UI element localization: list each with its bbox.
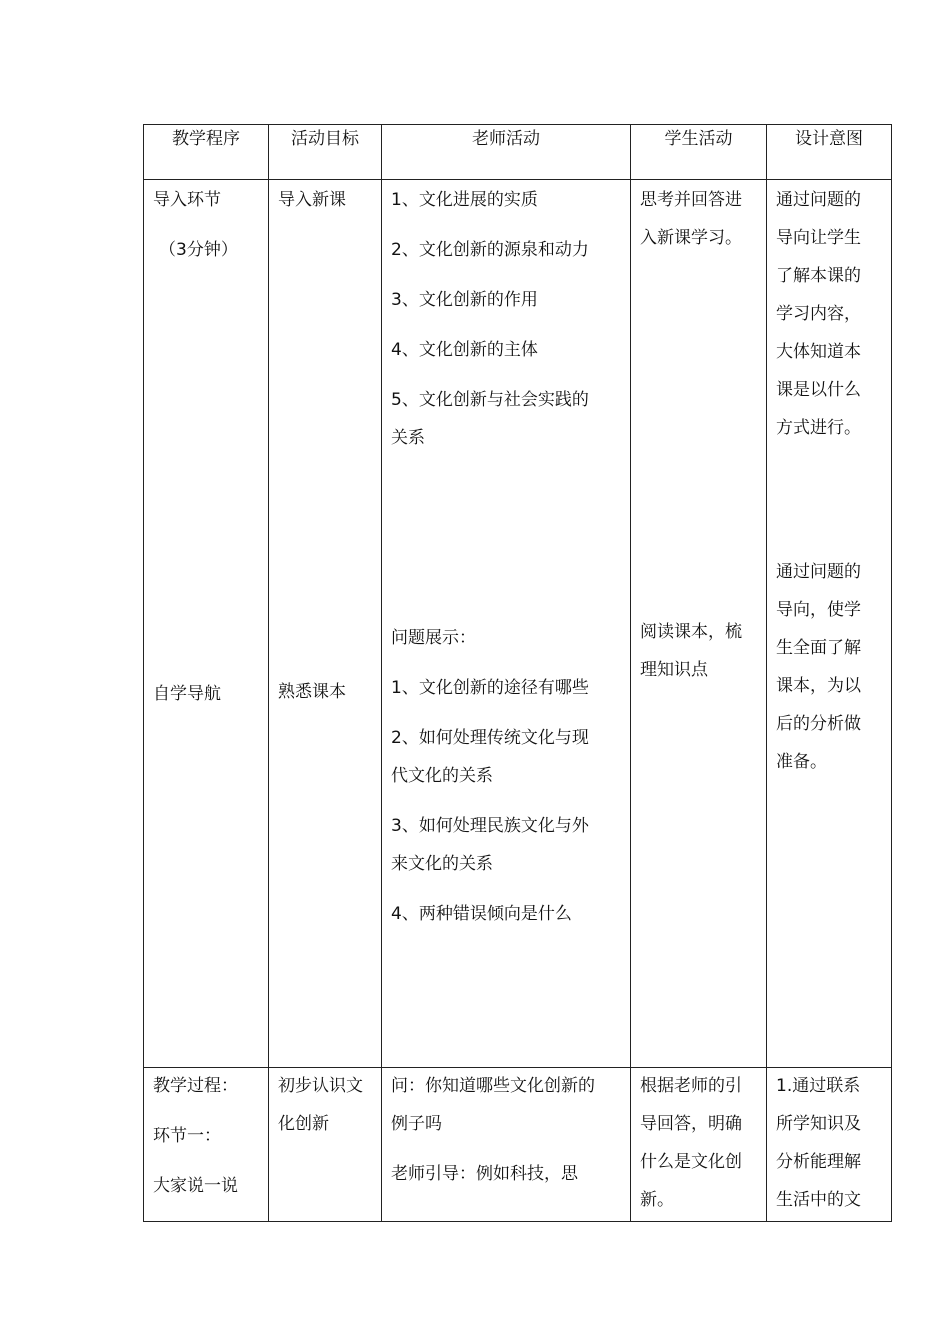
procedure-label: 教学过程： (153, 1076, 238, 1096)
intent-text: 大体知道本 (776, 342, 861, 362)
intent-text: 课本，为以 (776, 676, 861, 696)
lesson-plan-table (143, 124, 892, 1222)
header-teacher: 老师活动 (382, 125, 631, 180)
procedure-label: 自学导航 (153, 684, 221, 704)
intent-text: 课是以什么 (776, 380, 861, 400)
table-row (144, 180, 892, 1068)
intent-text: 分析能理解 (776, 1152, 861, 1172)
list-item: 问：你知道哪些文化创新的 (391, 1076, 595, 1096)
student-text: 思考并回答进 (640, 190, 742, 210)
teacher-cell (382, 180, 631, 1068)
table-row (144, 1068, 892, 1222)
intent-cell (767, 180, 892, 1068)
list-item: 3、文化创新的作用 (391, 290, 538, 310)
header-intent: 设计意图 (767, 125, 892, 180)
list-item: 1、文化创新的途径有哪些 (391, 678, 589, 698)
intent-text: 后的分析做 (776, 714, 861, 734)
question-heading: 问题展示： (391, 628, 476, 648)
goal-cell (269, 1068, 382, 1222)
intent-text: 所学知识及 (776, 1114, 861, 1134)
intent-text: 通过问题的 (776, 562, 861, 582)
student-text: 入新课学习。 (640, 228, 742, 248)
list-item: 代文化的关系 (391, 766, 493, 786)
goal-cell (269, 180, 382, 1068)
intent-text: 准备。 (776, 752, 827, 772)
goal-label: 导入新课 (278, 190, 346, 210)
intent-text: 方式进行。 (776, 418, 861, 438)
list-item: 2、文化创新的源泉和动力 (391, 240, 589, 260)
intent-text: 生全面了解 (776, 638, 861, 658)
list-item: 来文化的关系 (391, 854, 493, 874)
list-item: 老师引导：例如科技，思 (391, 1164, 578, 1184)
student-text: 什么是文化创 (640, 1152, 742, 1172)
intent-text: 通过问题的 (776, 190, 861, 210)
header-procedure: 教学程序 (144, 125, 269, 180)
student-text: 根据老师的引 (640, 1076, 742, 1096)
list-item: 关系 (391, 428, 425, 448)
intent-text: 导向，使学 (776, 600, 861, 620)
header-goal: 活动目标 (269, 125, 382, 180)
intent-text: 生活中的文 (776, 1190, 861, 1210)
list-item: 4、文化创新的主体 (391, 340, 538, 360)
intent-cell (767, 1068, 892, 1222)
procedure-cell (144, 180, 269, 1068)
student-cell (631, 1068, 767, 1222)
student-cell (631, 180, 767, 1068)
duration-label: （3分钟） (159, 240, 238, 260)
header-row (144, 125, 892, 180)
procedure-label: 大家说一说 (153, 1176, 238, 1196)
procedure-label: 导入环节 (153, 190, 221, 210)
list-item: 1、文化进展的实质 (391, 190, 538, 210)
student-text: 理知识点 (640, 660, 708, 680)
teacher-cell (382, 1068, 631, 1222)
list-item: 3、如何处理民族文化与外 (391, 816, 589, 836)
list-item: 例子吗 (391, 1114, 442, 1134)
intent-text: 学习内容， (776, 304, 861, 324)
header-student: 学生活动 (631, 125, 767, 180)
intent-text: 导向让学生 (776, 228, 861, 248)
goal-label: 初步认识文 (278, 1076, 363, 1096)
student-text: 阅读课本，梳 (640, 622, 742, 642)
intent-text: 了解本课的 (776, 266, 861, 286)
procedure-label: 环节一： (153, 1126, 221, 1146)
procedure-cell (144, 1068, 269, 1222)
intent-text: 1.通过联系 (776, 1076, 861, 1096)
student-text: 导回答，明确 (640, 1114, 742, 1134)
goal-label: 熟悉课本 (278, 682, 346, 702)
list-item: 5、文化创新与社会实践的 (391, 390, 589, 410)
goal-label: 化创新 (278, 1114, 329, 1134)
list-item: 4、两种错误倾向是什么 (391, 904, 572, 924)
student-text: 新。 (640, 1190, 674, 1210)
list-item: 2、如何处理传统文化与现 (391, 728, 589, 748)
